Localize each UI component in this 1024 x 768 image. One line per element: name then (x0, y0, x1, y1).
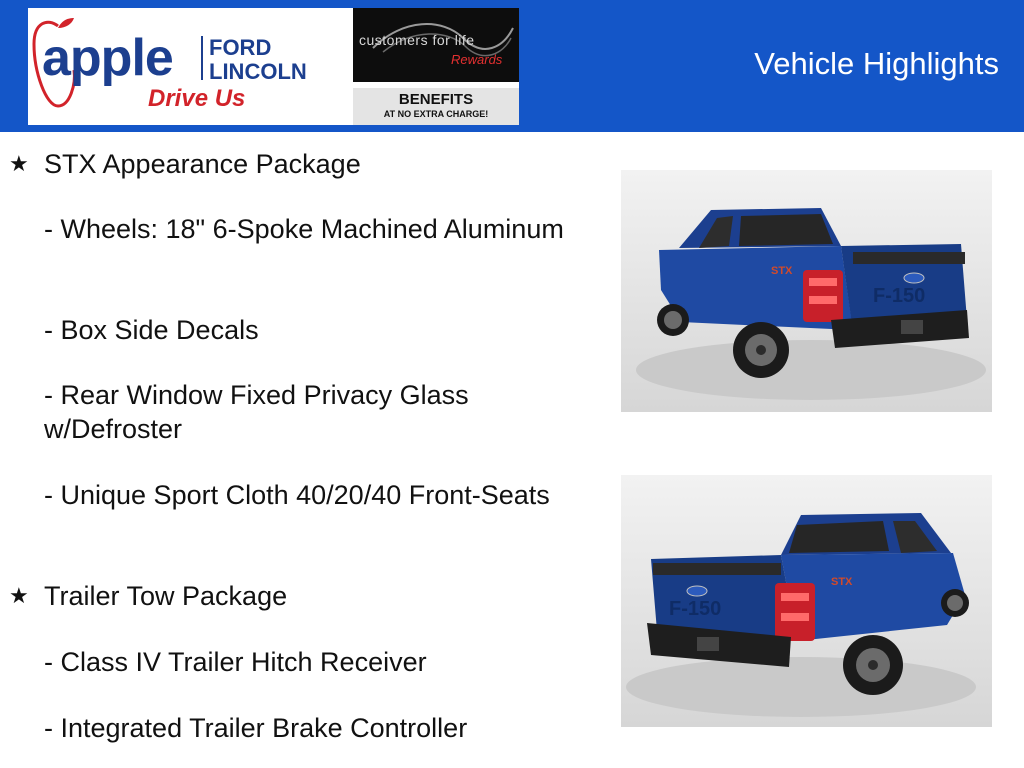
highlight-text: Trailer Tow Package (44, 581, 288, 611)
rewards-logo[interactable] (353, 8, 519, 125)
header-bar (0, 0, 1024, 132)
logo-divider (201, 36, 203, 80)
highlight-feature (44, 645, 564, 679)
brand-lincoln: LINCOLN (209, 59, 307, 84)
dealer-name: apple (42, 29, 173, 87)
dealer-logo[interactable] (28, 8, 353, 125)
highlight-package-stx (9, 147, 564, 181)
highlight-text: - Rear Window Fixed Privacy Glass w/Defroster (44, 380, 469, 444)
star-icon: ★ (9, 151, 29, 176)
vehicle-photo-rear-right[interactable] (621, 475, 992, 727)
highlight-text: STX Appearance Package (44, 149, 361, 179)
highlight-feature (44, 478, 564, 512)
highlight-feature (44, 378, 564, 446)
star-icon: ★ (9, 583, 29, 608)
highlight-text: - Unique Sport Cloth 40/20/40 Front-Seats (44, 480, 550, 510)
rewards-logo-dark-panel (353, 8, 519, 82)
brand-ford: FORD (209, 35, 272, 60)
tailgate-f150: F-150 (669, 598, 722, 620)
highlight-text: - Box Side Decals (44, 315, 259, 345)
dealer-tagline: Drive Us (148, 85, 246, 112)
highlights-list (0, 132, 600, 768)
vehicle-photo-rear-left[interactable] (621, 170, 992, 412)
tailgate-f150: F-150 (873, 285, 926, 307)
highlight-feature (44, 212, 564, 246)
page-title: Vehicle Highlights (754, 46, 999, 81)
rewards-subtitle: AT NO EXTRA CHARGE! (383, 109, 489, 119)
rewards-benefits-panel (353, 88, 519, 125)
highlight-text: - Integrated Trailer Brake Controller (44, 713, 468, 743)
highlight-feature (44, 711, 564, 745)
rewards-logo-script: Rewards (451, 52, 503, 67)
highlight-package-trailer-tow (9, 579, 564, 613)
highlight-text: - Wheels: 18" 6-Spoke Machined Aluminum (44, 214, 564, 244)
stx-badge: STX (771, 265, 793, 277)
stx-badge: STX (831, 576, 853, 588)
highlight-text: - Class IV Trailer Hitch Receiver (44, 647, 427, 677)
highlight-feature (44, 313, 564, 347)
rewards-logo-text: customers for life (359, 32, 475, 48)
rewards-benefits: BENEFITS (398, 91, 474, 108)
